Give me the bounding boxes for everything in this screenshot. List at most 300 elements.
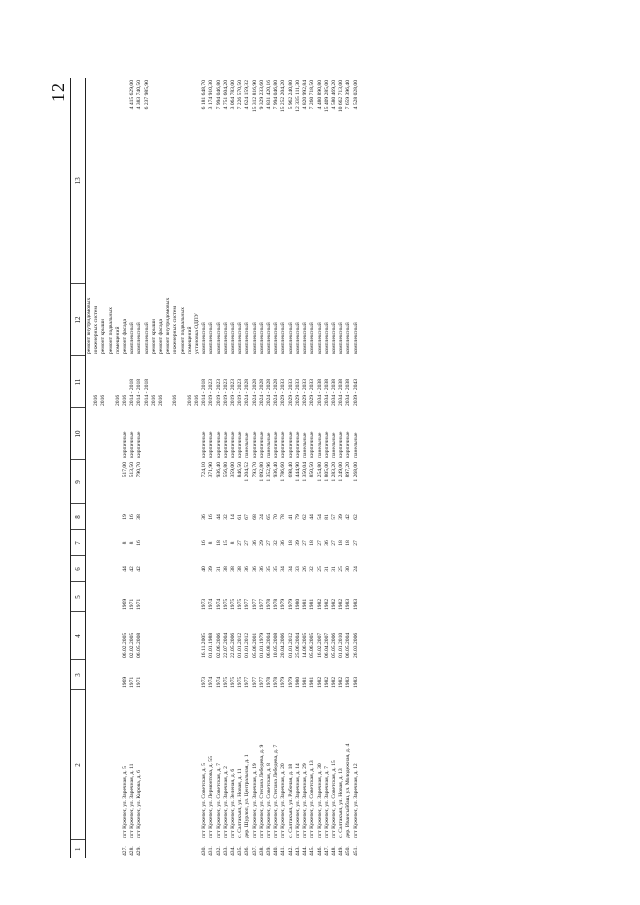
- cell-addr: пгт Кужener, ул. Заречная, д. 20: [280, 763, 287, 838]
- cell-c8: 19: [122, 514, 129, 520]
- cell-n: [86, 840, 101, 858]
- cell-area: 371,90: [208, 462, 215, 478]
- table-row: [165, 78, 179, 858]
- cell-period: 2024 - 2028: [244, 378, 251, 406]
- cell-mat: панельные: [330, 432, 337, 458]
- cell-work: ремонт подвальных помещений: [107, 307, 121, 354]
- cell-c7: 8: [129, 541, 136, 545]
- cell-year2: 1980: [294, 598, 301, 610]
- cell-cost: 4 528 028,00: [352, 80, 359, 110]
- cell-work: комплексный: [136, 322, 143, 354]
- cell-year: 1981: [302, 676, 309, 688]
- cell-c8: 39: [338, 514, 345, 520]
- cell-work: ремонт фасада: [158, 319, 165, 354]
- cell-year2: 1977: [244, 598, 251, 610]
- cell-addr: пгт Кужener, ул. Советская, д. 7: [215, 763, 222, 838]
- cell-c6: 35: [266, 566, 273, 572]
- cell-c7: 8: [208, 541, 215, 545]
- cell-n: 443.: [294, 846, 301, 856]
- cell-work: ремонт крыши: [100, 318, 107, 354]
- cell-period: 2019 - 2023: [230, 378, 237, 406]
- column-number-9: 9: [71, 460, 86, 504]
- cell-period: 2016: [114, 394, 121, 406]
- cell-n: 447.: [323, 846, 330, 856]
- table-row: [86, 78, 101, 858]
- column-number-7: 7: [71, 530, 86, 556]
- cell-work: комплексный: [323, 322, 330, 354]
- cell-mat: панельные: [244, 432, 251, 458]
- cell-year: [165, 660, 179, 690]
- cell-area: [86, 460, 101, 504]
- cell-c8: 78: [280, 514, 287, 520]
- cell-work: комплексный: [330, 322, 337, 354]
- cell-addr: пгт Кужener, ул. Заречная, д. 11: [129, 763, 136, 838]
- cell-c8: 16: [208, 514, 215, 520]
- cell-work: комплексный: [338, 322, 345, 354]
- cell-cost: [151, 78, 158, 284]
- cell-cost: 3 174 910,30: [208, 80, 215, 110]
- cell-cost: 4 383 740,50: [136, 80, 143, 110]
- cell-c8: 36: [201, 514, 208, 520]
- cell-date: 06.04.2007: [323, 632, 330, 658]
- cell-year2: 1983: [352, 598, 359, 610]
- cell-c7: 8: [122, 541, 129, 545]
- table-row: [338, 78, 345, 858]
- cell-addr: пгт Кужener, ул. Советская, д. 8: [266, 763, 273, 838]
- cell-year2: 1982: [323, 598, 330, 610]
- cell-c8: [108, 504, 122, 530]
- cell-addr: пгт Кужener, ул. Советская, д. 13: [309, 760, 316, 838]
- table-row: [144, 78, 151, 858]
- cell-date: [108, 612, 122, 660]
- column-number-8: 8: [71, 504, 86, 530]
- cell-work: комплексный: [280, 322, 287, 354]
- cell-mat: кирпичные: [122, 431, 129, 458]
- cell-cost: [108, 78, 122, 284]
- cell-c6: 31: [323, 566, 330, 572]
- column-number-1: 1: [71, 840, 86, 858]
- cell-area: [144, 460, 151, 504]
- cell-c8: [144, 504, 151, 530]
- cell-year: 1973: [201, 676, 208, 688]
- cell-c6: 31: [330, 566, 337, 572]
- cell-n: [108, 840, 122, 858]
- cell-c8: 67: [244, 514, 251, 520]
- cell-cost: 4 480 890,80: [316, 80, 323, 110]
- cell-work: комплексный: [201, 322, 208, 354]
- cell-c7: 16: [136, 540, 143, 546]
- cell-cost: [194, 78, 201, 284]
- cell-c8: [194, 504, 201, 530]
- cell-c7: 32: [273, 540, 280, 546]
- cell-period: 2029 - 2033: [302, 378, 309, 406]
- cell-area: 1 350,04: [302, 462, 309, 482]
- cell-period: 2019 - 2023: [237, 378, 244, 406]
- cell-year: 1981: [309, 676, 316, 688]
- cell-period: 2024 - 2028: [258, 378, 265, 406]
- cell-mat: [86, 408, 101, 460]
- cell-addr: [194, 690, 201, 840]
- cell-year: [100, 660, 107, 690]
- cell-date: 20.04.2006: [280, 632, 287, 658]
- cell-c7: [158, 530, 165, 556]
- cell-work: комплексный: [316, 322, 323, 354]
- cell-period: 2024 - 2028: [251, 378, 258, 406]
- cell-cost: 15 252 204,20: [280, 80, 287, 113]
- cell-c6: 35: [273, 566, 280, 572]
- cell-work: ремонт подвальных помещений: [179, 307, 193, 354]
- cell-n: 438.: [258, 846, 265, 856]
- cell-area: 517,00: [122, 462, 129, 478]
- cell-c7: 8: [230, 541, 237, 545]
- table-row: [158, 78, 165, 858]
- cell-work: комплексный: [244, 322, 251, 354]
- cell-c7: [86, 530, 101, 556]
- cell-period: 2014 - 2018: [136, 378, 143, 406]
- cell-period: 2016: [122, 394, 129, 406]
- cell-n: 428.: [129, 846, 136, 856]
- cell-year2: 1981: [309, 598, 316, 610]
- cell-area: 793,70: [251, 462, 258, 478]
- cell-mat: [100, 408, 107, 460]
- cell-addr: пгт Кужener, ул. Заречная, д. 7: [323, 766, 330, 838]
- cell-date: [180, 612, 194, 660]
- cell-year2: 1979: [280, 598, 287, 610]
- cell-c8: 38: [136, 514, 143, 520]
- cell-mat: кирпичные: [338, 431, 345, 458]
- cell-c7: 36: [323, 540, 330, 546]
- cell-year2: 1974: [208, 598, 215, 610]
- cell-work: ремонт крыши: [150, 318, 157, 354]
- cell-n: [100, 840, 107, 858]
- cell-c7: 16: [201, 540, 208, 546]
- cell-date: [86, 612, 101, 660]
- column-number-12: 12: [71, 284, 86, 356]
- cell-c6: [180, 556, 194, 582]
- cell-year: 1974: [208, 676, 215, 688]
- column-number-4: 4: [71, 612, 86, 660]
- cell-c8: 44: [215, 514, 222, 520]
- cell-year2: 1977: [251, 598, 258, 610]
- cell-mat: кирпичные: [222, 431, 229, 458]
- cell-cost: 3 064 783,00: [230, 80, 237, 110]
- cell-c6: 25: [316, 566, 323, 572]
- cell-date: 01.01.1988: [208, 632, 215, 658]
- cell-date: 05.06.2001: [251, 632, 258, 658]
- cell-mat: [144, 408, 151, 460]
- cell-area: 1 092,80: [258, 462, 265, 482]
- cell-c7: [194, 530, 201, 556]
- cell-n: [180, 840, 194, 858]
- cell-mat: кирпичные: [201, 431, 208, 458]
- column-number-5: 5: [71, 582, 86, 612]
- cell-c6: [108, 556, 122, 582]
- column-number-6: 6: [71, 556, 86, 582]
- cell-n: [194, 840, 201, 858]
- cell-area: 1 805,00: [323, 462, 330, 482]
- cell-c7: 27: [352, 540, 359, 546]
- cell-addr: дер. Ивансыйбаш, ул. Молодежная, д. 4: [345, 743, 352, 838]
- cell-mat: кирпичные: [230, 431, 237, 458]
- cell-period: 2034 - 2038: [338, 378, 345, 406]
- cell-c6: [86, 556, 101, 582]
- cell-c6: 34: [287, 566, 294, 572]
- cell-date: [100, 612, 107, 660]
- cell-mat: [108, 408, 122, 460]
- cell-mat: кирпичные: [258, 431, 265, 458]
- cell-cost: 7 994 046,80: [215, 80, 222, 110]
- cell-n: 450.: [345, 846, 352, 856]
- cell-date: 06.05.2004: [345, 632, 352, 658]
- cell-year: 1975: [222, 676, 229, 688]
- cell-cost: 10 662 713,00: [338, 80, 345, 113]
- cell-c6: 25: [338, 566, 345, 572]
- table-row: [180, 78, 194, 858]
- cell-work: ремонт внутридомовых инженерных систем: [165, 297, 179, 354]
- cell-date: 06.05.2008: [136, 632, 143, 658]
- cell-date: 16.02.2007: [316, 632, 323, 658]
- cell-year: 1979: [287, 676, 294, 688]
- cell-year: 1983: [352, 676, 359, 688]
- cell-addr: [86, 690, 101, 840]
- cell-cost: 6 181 648,70: [201, 80, 208, 110]
- cell-cost: 7 994 046,80: [273, 80, 280, 110]
- column-number-3: 3: [71, 660, 86, 690]
- cell-c8: [86, 504, 101, 530]
- cell-year2: [158, 582, 165, 612]
- cell-year: 1975: [230, 676, 237, 688]
- cell-period: 2024 - 2028: [266, 378, 273, 406]
- table-row: [266, 78, 273, 858]
- cell-year: 1969: [122, 676, 129, 688]
- cell-date: 01.01.1979: [258, 632, 265, 658]
- cell-mat: кирпичные: [129, 431, 136, 458]
- cell-c6: 38: [237, 566, 244, 572]
- cell-work: комплексный: [258, 322, 265, 354]
- cell-addr: пгт Кужener, ул. Степана Лебедева, д. 7: [273, 744, 280, 838]
- cell-c7: 27: [266, 540, 273, 546]
- cell-c8: 44: [309, 514, 316, 520]
- cell-mat: панельные: [352, 432, 359, 458]
- cell-area: 1 268,00: [352, 462, 359, 482]
- cell-n: 436.: [244, 846, 251, 856]
- cell-period: 2029 - 2033: [280, 378, 287, 406]
- cell-c7: 18: [338, 540, 345, 546]
- cell-c6: 39: [208, 566, 215, 572]
- cell-period: 2034 - 2038: [330, 378, 337, 406]
- cell-addr: [158, 690, 165, 840]
- cell-period: 2016: [100, 394, 107, 406]
- table-row: [194, 78, 201, 858]
- table-body: [86, 78, 360, 858]
- cell-addr: пгт Кужener, ул. Зеленая, д. 6: [230, 768, 237, 838]
- cell-year2: [100, 582, 107, 612]
- cell-year2: 1978: [273, 598, 280, 610]
- column-number-13: 13: [71, 78, 86, 284]
- table-row: [122, 78, 129, 858]
- cell-work: комплексный: [352, 322, 359, 354]
- cell-area: 1 444,90: [294, 462, 301, 482]
- cell-date: 06.02.2005: [122, 632, 129, 658]
- cell-work: комплексный: [143, 322, 150, 354]
- cell-c6: [100, 556, 107, 582]
- cell-cost: 7 226 570,50: [237, 80, 244, 110]
- cell-year2: 1982: [330, 598, 337, 610]
- cell-c8: 70: [273, 514, 280, 520]
- cell-c6: 42: [129, 566, 136, 572]
- table-row: [216, 78, 223, 858]
- cell-addr: пгт Кужener, ул. Кирова, д. 6: [136, 770, 143, 838]
- table-row: [244, 78, 251, 858]
- cell-c6: 36: [258, 566, 265, 572]
- cell-area: 1 786,60: [280, 462, 287, 482]
- cell-n: 434.: [230, 846, 237, 856]
- cell-work: комплексный: [273, 322, 280, 354]
- cell-n: 437.: [251, 846, 258, 856]
- cell-c7: [144, 530, 151, 556]
- cell-n: 433.: [222, 846, 229, 856]
- table-row: [208, 78, 215, 858]
- cell-c6: 34: [280, 566, 287, 572]
- cell-c7: [151, 530, 158, 556]
- cell-c7: 27: [330, 540, 337, 546]
- cell-addr: [144, 690, 151, 840]
- cell-year2: 1977: [258, 598, 265, 610]
- cell-year2: [194, 582, 201, 612]
- cell-period: 2016: [172, 394, 179, 406]
- cell-c7: 27: [302, 540, 309, 546]
- cell-n: 446.: [316, 846, 323, 856]
- cell-cost: 4 831 420,16: [266, 80, 273, 110]
- cell-work: комплексный: [222, 322, 229, 354]
- cell-c8: 65: [266, 514, 273, 520]
- cell-mat: [194, 408, 201, 460]
- cell-area: 1 249,00: [338, 462, 345, 482]
- cell-date: 02.06.2006: [215, 632, 222, 658]
- cell-mat: [180, 408, 194, 460]
- cell-year: 1983: [345, 676, 352, 688]
- cell-n: [158, 840, 165, 858]
- cell-c8: 42: [345, 514, 352, 520]
- cell-c7: [108, 530, 122, 556]
- cell-date: 25.06.2004: [294, 632, 301, 658]
- cell-date: [194, 612, 201, 660]
- cell-addr: [151, 690, 158, 840]
- cell-c8: 32: [222, 514, 229, 520]
- cell-c7: 18: [287, 540, 294, 546]
- cell-area: [158, 460, 165, 504]
- cell-cost: [122, 78, 129, 284]
- table-row: [309, 78, 316, 858]
- cell-c6: 36: [251, 566, 258, 572]
- cell-c8: [180, 504, 194, 530]
- cell-year2: 1982: [316, 598, 323, 610]
- cell-area: 936,40: [273, 462, 280, 478]
- cell-area: 850,50: [309, 462, 316, 478]
- cell-period: 2024 - 2028: [273, 378, 280, 406]
- table-row: [230, 78, 237, 858]
- cell-n: 449.: [338, 846, 345, 856]
- cell-addr: [165, 690, 179, 840]
- table-row: [317, 78, 324, 858]
- cell-work: комплексный: [287, 322, 294, 354]
- cell-mat: кирпичные: [251, 431, 258, 458]
- cell-c6: 33: [294, 566, 301, 572]
- cell-c7: [165, 530, 179, 556]
- column-number-10: 10: [71, 408, 86, 460]
- cell-addr: с. Салтакъял, ул. Новая, д. 13: [338, 768, 345, 838]
- table-row: [353, 78, 360, 858]
- cell-date: [144, 612, 151, 660]
- cell-mat: кирпичные: [208, 431, 215, 458]
- cell-year2: 1969: [122, 598, 129, 610]
- cell-c8: [100, 504, 107, 530]
- cell-c8: 16: [129, 514, 136, 520]
- cell-date: [151, 612, 158, 660]
- cell-addr: [100, 690, 107, 840]
- cell-area: 936,40: [215, 462, 222, 478]
- cell-work: комплексный: [215, 322, 222, 354]
- cell-addr: дер. Шурлоп, ул. Центральная, д. 1: [244, 754, 251, 838]
- cell-period: 2029 - 2033: [309, 378, 316, 406]
- cell-period: 2034 - 2038: [316, 378, 323, 406]
- cell-date: [165, 612, 179, 660]
- table-row: [259, 78, 266, 858]
- cell-year2: [108, 582, 122, 612]
- cell-date: 16.11.2005: [201, 633, 208, 658]
- cell-c6: 32: [309, 566, 316, 572]
- cell-c6: [194, 556, 201, 582]
- cell-year: [86, 660, 101, 690]
- cell-year: 1971: [136, 676, 143, 688]
- cell-mat: кирпичные: [345, 431, 352, 458]
- cell-work: комплексный: [309, 322, 316, 354]
- table-row: [100, 78, 107, 858]
- cell-period: 2034 - 2038: [323, 378, 330, 406]
- cell-area: [194, 460, 201, 504]
- cell-mat: кирпичные: [273, 431, 280, 458]
- table-row: [237, 78, 244, 858]
- cell-mat: панельные: [316, 432, 323, 458]
- cell-area: 897,20: [345, 462, 352, 478]
- cell-c6: 36: [244, 566, 251, 572]
- cell-year2: 1982: [338, 598, 345, 610]
- rotated-page: [48, 78, 580, 858]
- cell-addr: пгт Кужener, ул. Заречная, д. 19: [251, 763, 258, 838]
- cell-n: 444.: [302, 846, 309, 856]
- cell-period: 2014 - 2018: [201, 378, 208, 406]
- cell-c8: [165, 504, 179, 530]
- cell-year: 1977: [251, 676, 258, 688]
- cell-year: [180, 660, 194, 690]
- cell-year: 1978: [266, 676, 273, 688]
- cell-area: 698,40: [287, 462, 294, 478]
- cell-year2: [151, 582, 158, 612]
- cell-period: 2034 - 2038: [345, 378, 352, 406]
- cell-c8: 41: [287, 514, 294, 520]
- cell-c7: [180, 530, 194, 556]
- cell-mat: кирпичные: [237, 431, 244, 458]
- cell-work: комплексный: [294, 322, 301, 354]
- cell-cost: 4 624 159,32: [244, 80, 251, 110]
- cell-date: 01.01.2010: [338, 632, 345, 658]
- cell-c8: 68: [251, 514, 258, 520]
- cell-year: 1971: [129, 676, 136, 688]
- column-number-row: [71, 78, 86, 858]
- cell-c7: 39: [294, 540, 301, 546]
- page-number: 12: [48, 82, 68, 102]
- cell-addr: пгт Кужener, ул. Заречная, д. 12: [352, 763, 359, 838]
